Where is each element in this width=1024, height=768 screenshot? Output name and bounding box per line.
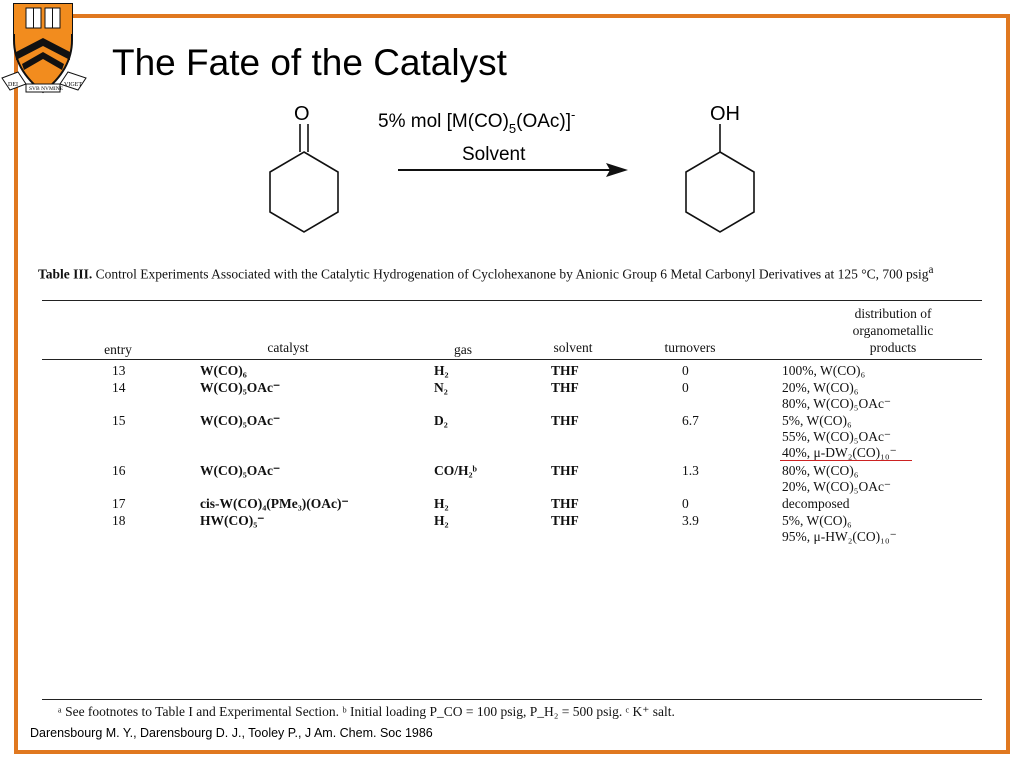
cyclohexanone-structure bbox=[270, 103, 338, 232]
row15-catalyst: W(CO)₅OAc⁻ bbox=[200, 413, 281, 428]
row17-solvent: THF bbox=[551, 496, 579, 511]
table-top-rule bbox=[42, 300, 982, 301]
slide-title: The Fate of the Catalyst bbox=[112, 42, 507, 83]
table-footnote: ᵃ See footnotes to Table I and Experimental Section. ᵇ Initial loading P_CO = 100 psig, P_H₂ = 500 psig. ᶜ K⁺ salt. bbox=[58, 704, 675, 719]
row15-entry: 15 bbox=[112, 413, 126, 428]
cyclohexanol-structure bbox=[686, 103, 754, 232]
row16-gas: CO/H₂ᵇ bbox=[434, 463, 477, 478]
row17-gas: H₂ bbox=[434, 496, 449, 511]
table-caption-text: Control Experiments Associated with the Catalytic Hydrogenation of Cyclohexanone by Anionic Group 6 Metal Carbonyl Derivatives at 125 °C, 700 psig bbox=[95, 266, 929, 282]
row16-solvent: THF bbox=[551, 463, 579, 478]
row17-entry: 17 bbox=[112, 496, 126, 511]
table-caption-footnote-mark: a bbox=[928, 264, 934, 276]
row16-turnovers: 1.3 bbox=[682, 463, 699, 478]
row16-catalyst: W(CO)₅OAc⁻ bbox=[200, 463, 281, 478]
row13-product-1: 100%, W(CO)₆ bbox=[782, 363, 866, 378]
reaction-arrow bbox=[398, 163, 628, 177]
row15-solvent: THF bbox=[551, 413, 579, 428]
row16-product-2: 20%, W(CO)₅OAc⁻ bbox=[782, 479, 892, 494]
row13-turnovers: 0 bbox=[682, 363, 689, 378]
row14-product-1: 20%, W(CO)₆ bbox=[782, 380, 859, 395]
header-solvent: solvent bbox=[553, 340, 593, 355]
row18-catalyst: HW(CO)₅⁻ bbox=[200, 513, 265, 528]
row14-catalyst: W(CO)₅OAc⁻ bbox=[200, 380, 281, 395]
row15-product-1: 5%, W(CO)₆ bbox=[782, 413, 852, 428]
row18-product-2: 95%, μ-HW₂(CO)₁₀⁻ bbox=[782, 529, 897, 544]
row18-entry: 18 bbox=[112, 513, 126, 528]
row15-product-3: 40%, μ-DW₂(CO)₁₀⁻ bbox=[782, 445, 897, 460]
header-distribution-2: organometallic bbox=[852, 323, 934, 338]
header-distribution-1: distribution of bbox=[854, 306, 932, 321]
row17-catalyst: cis-W(CO)₄(PMe₃)(OAc)⁻ bbox=[200, 496, 349, 511]
row13-solvent: THF bbox=[551, 363, 579, 378]
table-bottom-rule bbox=[42, 699, 982, 700]
row16-entry: 16 bbox=[112, 463, 126, 478]
row13-catalyst: W(CO)₆ bbox=[200, 363, 247, 378]
row14-solvent: THF bbox=[551, 380, 579, 395]
row17-product-1: decomposed bbox=[782, 496, 850, 511]
row13-gas: H₂ bbox=[434, 363, 449, 378]
row18-product-1: 5%, W(CO)₆ bbox=[782, 513, 852, 528]
catalyst-reagent-label: 5% mol $[M(CO)_5(OAc)]^-$ bbox=[378, 107, 576, 136]
row17-turnovers: 0 bbox=[682, 496, 689, 511]
highlight-underline bbox=[780, 460, 912, 461]
row14-entry: 14 bbox=[112, 380, 126, 395]
table-header-rule bbox=[42, 359, 982, 360]
row14-gas: N₂ bbox=[434, 380, 448, 395]
row15-turnovers: 6.7 bbox=[682, 413, 699, 428]
row14-product-2: 80%, W(CO)₅OAc⁻ bbox=[782, 396, 892, 411]
header-gas: gas bbox=[454, 342, 472, 357]
product-hydroxyl-label: OH bbox=[710, 103, 740, 125]
logo-motto-left: DEI bbox=[8, 82, 18, 88]
logo-motto-right: VIGET bbox=[64, 82, 82, 88]
logo-motto-center: SVB NVMINE bbox=[29, 86, 64, 92]
row18-gas: H₂ bbox=[434, 513, 449, 528]
table-caption-label: Table III. bbox=[38, 266, 93, 282]
row13-entry: 13 bbox=[112, 363, 126, 378]
solvent-label: Solvent bbox=[462, 144, 526, 165]
header-turnovers: turnovers bbox=[664, 340, 716, 355]
row18-turnovers: 3.9 bbox=[682, 513, 699, 528]
row18-solvent: THF bbox=[551, 513, 579, 528]
header-catalyst: catalyst bbox=[267, 340, 309, 355]
table-caption bbox=[38, 262, 983, 283]
row15-product-2: 55%, W(CO)₅OAc⁻ bbox=[782, 429, 892, 444]
row16-product-1: 80%, W(CO)₆ bbox=[782, 463, 859, 478]
citation: Darensbourg M. Y., Darensbourg D. J., Tooley P., J Am. Chem. Soc 1986 bbox=[30, 726, 433, 740]
row15-gas: D₂ bbox=[434, 413, 448, 428]
header-entry: entry bbox=[104, 342, 132, 357]
row14-turnovers: 0 bbox=[682, 380, 689, 395]
header-distribution-3: products bbox=[869, 340, 917, 355]
reaction-scheme bbox=[0, 0, 1024, 250]
reactant-oxygen-label: O bbox=[294, 103, 310, 125]
